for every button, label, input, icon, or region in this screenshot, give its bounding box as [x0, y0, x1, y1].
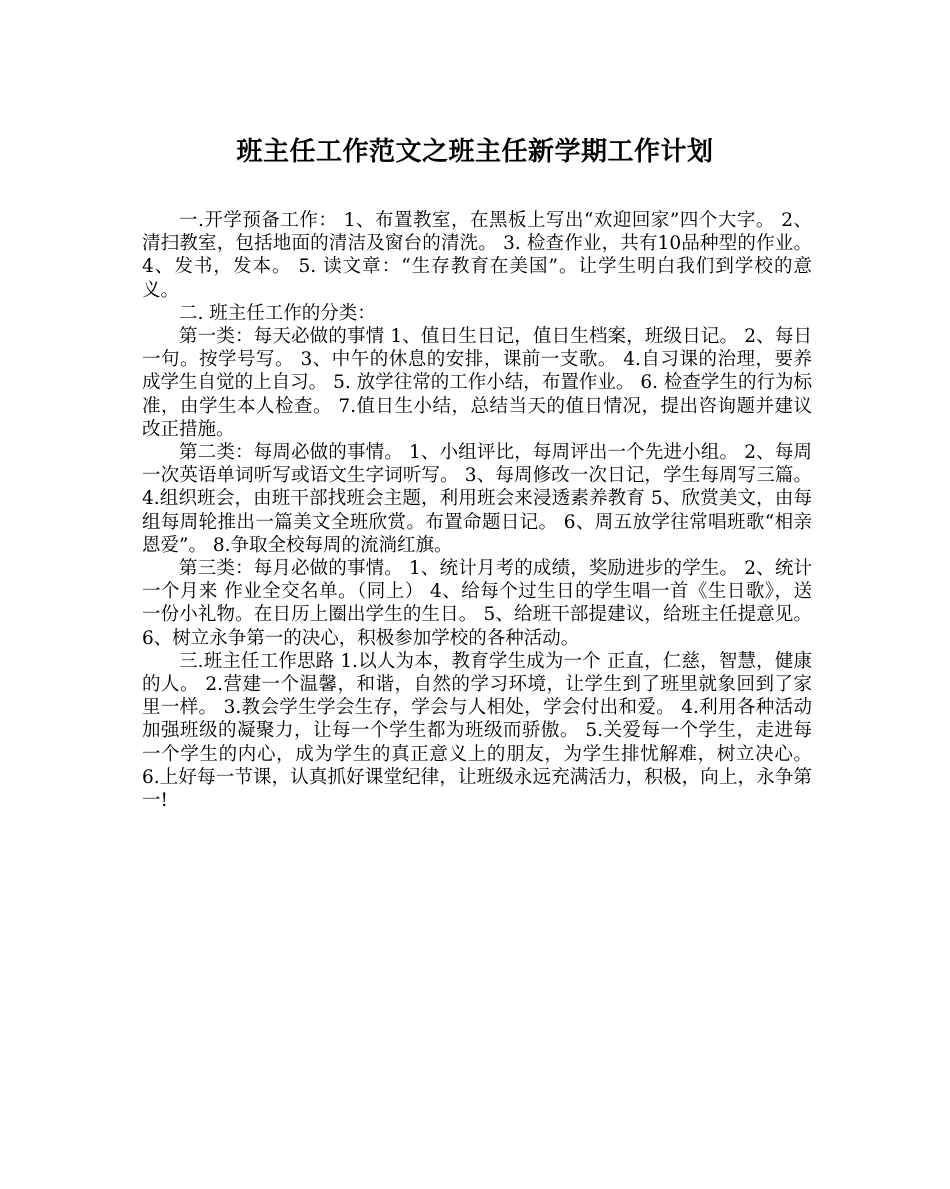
paragraph-daily-tasks: 第一类：每天必做的事情 1、值日生日记，值日生档案，班级日记。 2、每日一句。按学号写。 3、中午的休息的安排，课前一支歌。 4.自习课的治理，要养成学生自觉的上自习。 5. 放学往常的工作小结，布置作业。 6. 检查学生的行为标准，由学生本人检查。 7.值日生小结，总结当天的值日情况，提出咨询题并建议改正措施。 — [142, 326, 812, 440]
paragraph-preparation: 一.开学预备工作： 1、布置教室，在黑板上写出“欢迎回家”四个大字。 2、清扫教室，包括地面的清洁及窗台的清洗。 3. 检查作业，共有10品种型的作业。 4、发书，发本。 5. 读文章：“生存教育在美国”。让学生明白我们到学校的意义。 — [142, 210, 812, 301]
paragraph-monthly-tasks: 第三类：每月必做的事情。 1、统计月考的成绩，奖励进步的学生。 2、统计一个月来 作业全交名单。（同上） 4、给每个过生日的学生唱一首《生日歌》，送一份小礼物。在日历上圈出学生的生日。 5、给班干部提建议，给班主任提意见。 6、树立永争第一的决心，积极参加学校的各种活动。 — [142, 558, 812, 649]
paragraph-work-categories-heading: 二. 班主任工作的分类： — [179, 302, 376, 324]
document-title: 班主任工作范文之班主任新学期工作计划 — [236, 137, 714, 167]
paragraph-weekly-tasks: 第二类：每周必做的事情。 1、小组评比，每周评出一个先进小组。 2、每周一次英语单词听写或语文生字词听写。 3、每周修改一次日记，学生每周写三篇。 4.组织班会，由班干部找班会主题，利用班会来浸透素养教育 5、欣赏美文，由每组每周轮推出一篇美文全班欣赏。布置命题日记。 6、周五放学往常唱班歌“相亲恩爱”。 8.争取全校每周的流淌红旗。 — [142, 442, 812, 556]
document-body — [142, 209, 812, 812]
paragraph-work-approach: 三.班主任工作思路 1.以人为本，教育学生成为一个 正直，仁慈，智慧，健康的人。 2.营建一个温馨，和谐，自然的学习环境，让学生到了班里就象回到了家里一样。 3.教会学生学会生存，学会与人相处，学会付出和爱。 4.利用各种活动加强班级的凝聚力，让每一个学生都为班级而骄傲。 5.关爱每一个学生，走进每一个学生的内心，成为学生的真正意义上的朋友，为学生排忧解难，树立决心。 6.上好每一节课，认真抓好课堂纪律，让班级永远充满活力，积极，向上，永争第一! — [142, 650, 812, 812]
